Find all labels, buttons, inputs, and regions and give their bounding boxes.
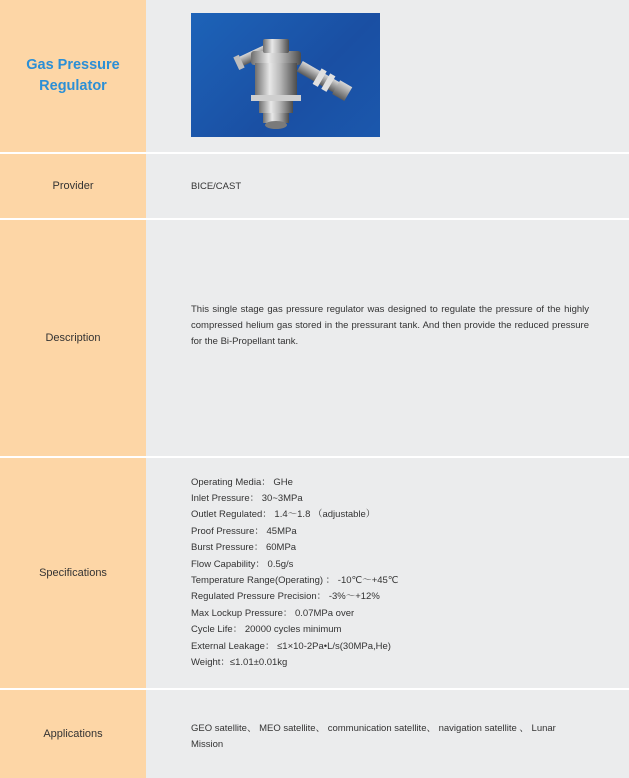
specifications-label: Specifications — [0, 458, 146, 688]
spec-item: Max Lockup Pressure： 0.07MPa over — [191, 607, 355, 619]
spec-item: Flow Capability： 0.5g/s — [191, 558, 294, 570]
provider-value: BICE/CAST — [146, 154, 629, 218]
spec-item: Burst Pressure： 60MPa — [191, 542, 297, 554]
spec-item: Temperature Range(Operating) ： -10℃～+45℃ — [191, 575, 399, 586]
spec-item: Weight：≤1.01±0.01kg — [191, 657, 288, 669]
description-text: This single stage gas pressure regulator was designed to regulate the pressure of the highly compressed helium gas stored in the pressurant tank. And then provide the reduced pressure for the Bi-Propellant tank. — [191, 304, 589, 347]
specifications-row — [0, 458, 629, 690]
spec-item: External Leakage： ≤1×10-2Pa•L/s(30MPa,He) — [191, 640, 391, 652]
provider-row — [0, 154, 629, 220]
product-title-line2: Regulator — [39, 78, 107, 94]
product-title — [0, 0, 146, 152]
product-photo — [191, 13, 380, 137]
spec-item: Inlet Pressure： 30~3MPa — [191, 492, 303, 504]
product-title-line1: Gas Pressure — [26, 57, 120, 73]
header-row — [0, 0, 629, 154]
description-row — [0, 220, 629, 458]
applications-label: Applications — [0, 690, 146, 778]
spec-item: Regulated Pressure Precision： -3%～+12% — [191, 591, 380, 603]
applications-text: GEO satellite、 MEO satellite、 communication satellite、 navigation satellite 、 Lunar Mission — [191, 723, 556, 750]
description-label: Description — [0, 220, 146, 456]
spec-item: Outlet Regulated： 1.4～1.8 （adjustable） — [191, 509, 376, 521]
specifications-list — [191, 475, 398, 672]
spec-item: Proof Pressure： 45MPa — [191, 525, 297, 537]
applications-row — [0, 690, 629, 778]
provider-label: Provider — [0, 154, 146, 218]
spec-item: Operating Media： GHe — [191, 476, 293, 488]
spec-item: Cycle Life： 20000 cycles minimum — [191, 624, 342, 636]
